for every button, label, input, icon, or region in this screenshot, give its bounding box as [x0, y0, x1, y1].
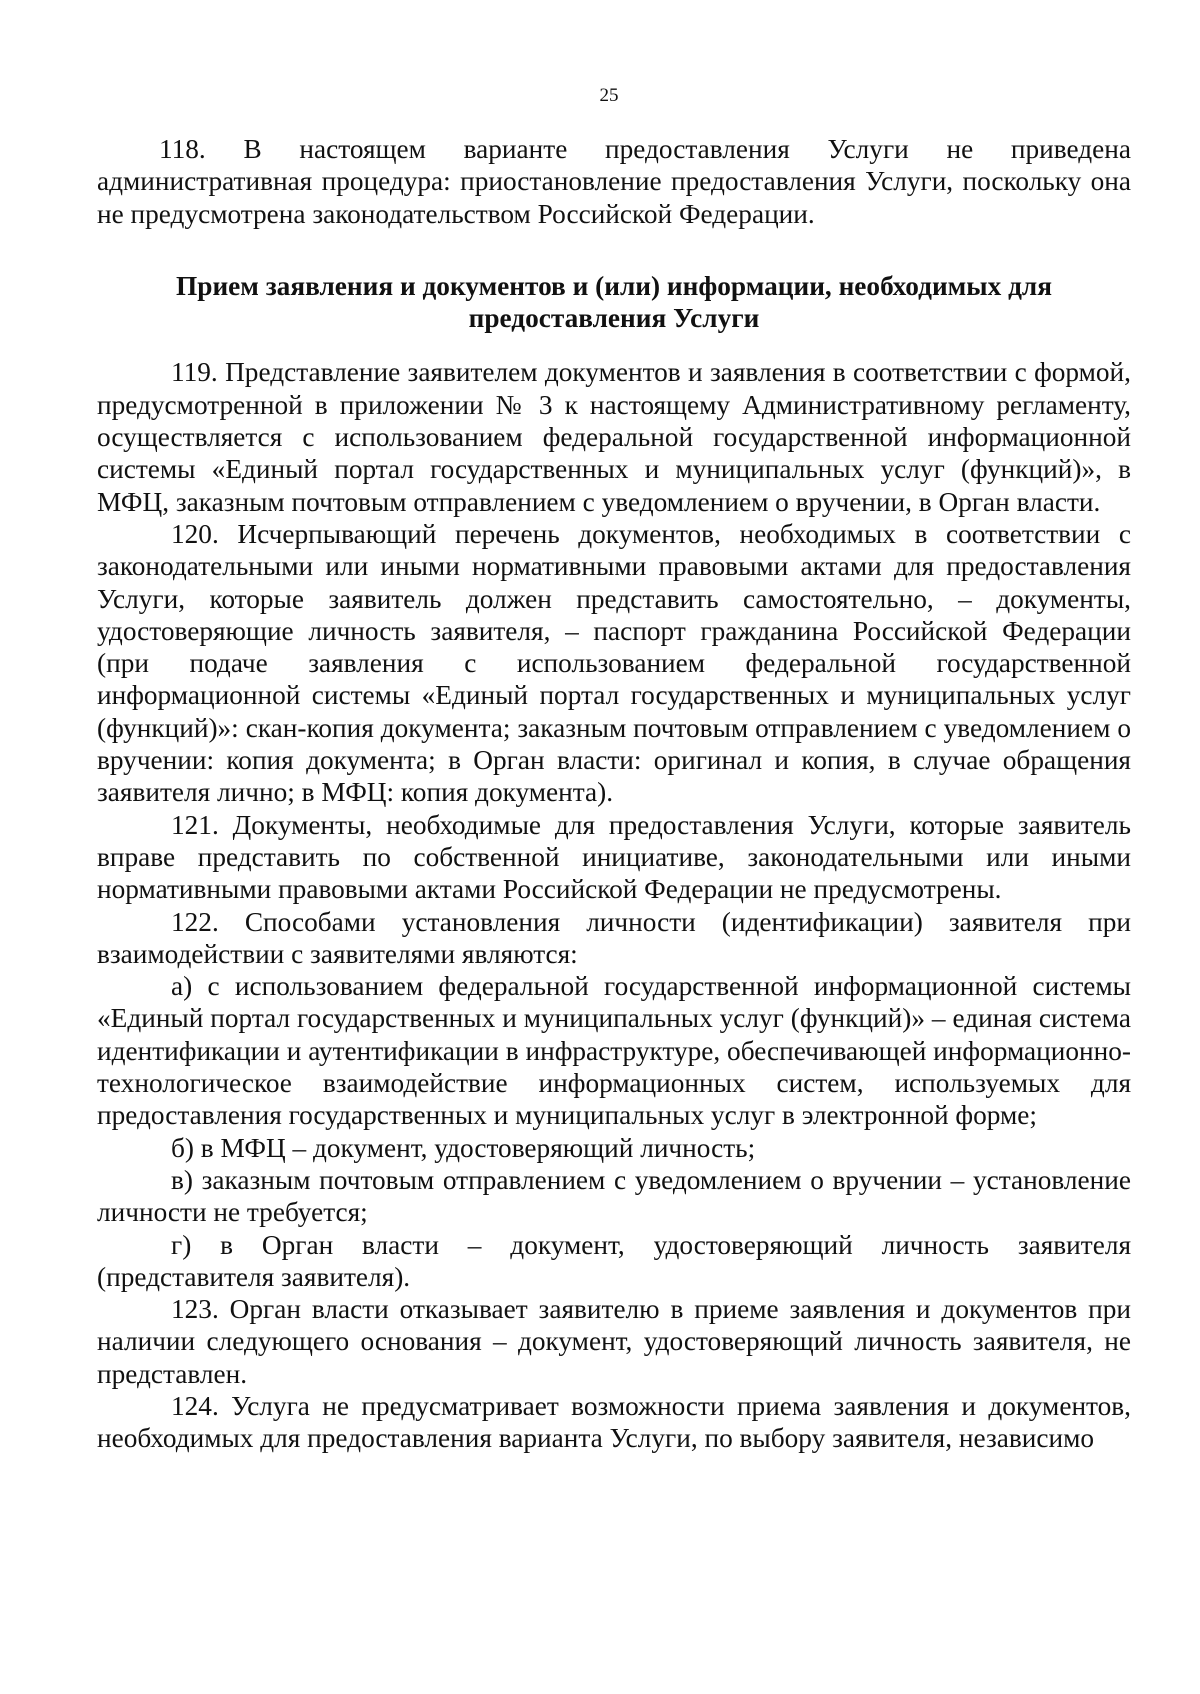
paragraph-122-b: б) в МФЦ – документ, удостоверяющий личность;	[171, 1132, 756, 1163]
section-heading: Прием заявления и документов и (или) информации, необходимых для предоставления Услуги	[176, 270, 1052, 334]
page-number: 25	[599, 85, 619, 106]
paragraph-120: 120. Исчерпывающий перечень документов, необходимых в соответствии с законодательными или иными нормативными правовыми актами для предоставления Услуги, которые заявитель должен представить самостоятельно, – документы, удостоверяющие личность заявителя, – паспорт гражданина Российской Федерации (при подаче заявления с использованием федеральной государственной информационной системы «Единый портал государственных и муниципальных услуг (функций)»: скан-копия документа; заказным почтовым отправлением с уведомлением о вручении: копия документа; в Орган власти: оригинал и копия, в случае обращения заявителя лично; в МФЦ: копия документа).	[97, 518, 1131, 808]
paragraph-122-v: в) заказным почтовым отправлением с уведомлением о вручении – установление личности не требуется;	[97, 1164, 1131, 1228]
document-body	[97, 133, 1131, 1455]
paragraph-122-a: а) с использованием федеральной государственной информационной системы «Единый портал государственных и муниципальных услуг (функций)» – единая система идентификации и аутентификации в инфраструктуре, обеспечивающей информационно-технологическое взаимодействие информационных систем, используемых для предоставления государственных и муниципальных услуг в электронной форме;	[97, 971, 1131, 1131]
paragraph-123: 123. Орган власти отказывает заявителю в приеме заявления и документов при наличии следующего основания – документ, удостоверяющий личность заявителя, не представлен.	[97, 1294, 1131, 1389]
paragraph-124: 124. Услуга не предусматривает возможности приема заявления и документов, необходимых для предоставления варианта Услуги, по выбору заявителя, независимо	[97, 1390, 1131, 1454]
paragraph-121: 121. Документы, необходимые для предоставления Услуги, которые заявитель вправе представить по собственной инициативе, законодательными или иными нормативными правовыми актами Российской Федерации не предусмотрены.	[97, 809, 1131, 905]
paragraph-122: 122. Способами установления личности (идентификации) заявителя при взаимодействии с заявителями являются:	[97, 906, 1131, 969]
paragraph-122-g: г) в Орган власти – документ, удостоверяющий личность заявителя (представителя заявителя).	[97, 1229, 1131, 1292]
paragraph-119: 119. Представление заявителем документов и заявления в соответствии с формой, предусмотренной в приложении № 3 к настоящему Административному регламенту, осуществляется с использованием федеральной государственной информационной системы «Единый портал государственных и муниципальных услуг (функций)», в МФЦ, заказным почтовым отправлением с уведомлением о вручении, в Орган власти.	[97, 357, 1131, 517]
paragraph-118: 118. В настоящем варианте предоставления Услуги не приведена административная процедура: приостановление предоставления Услуги, поскольку она не предусмотрена законодательством Российской Федерации.	[97, 134, 1131, 229]
